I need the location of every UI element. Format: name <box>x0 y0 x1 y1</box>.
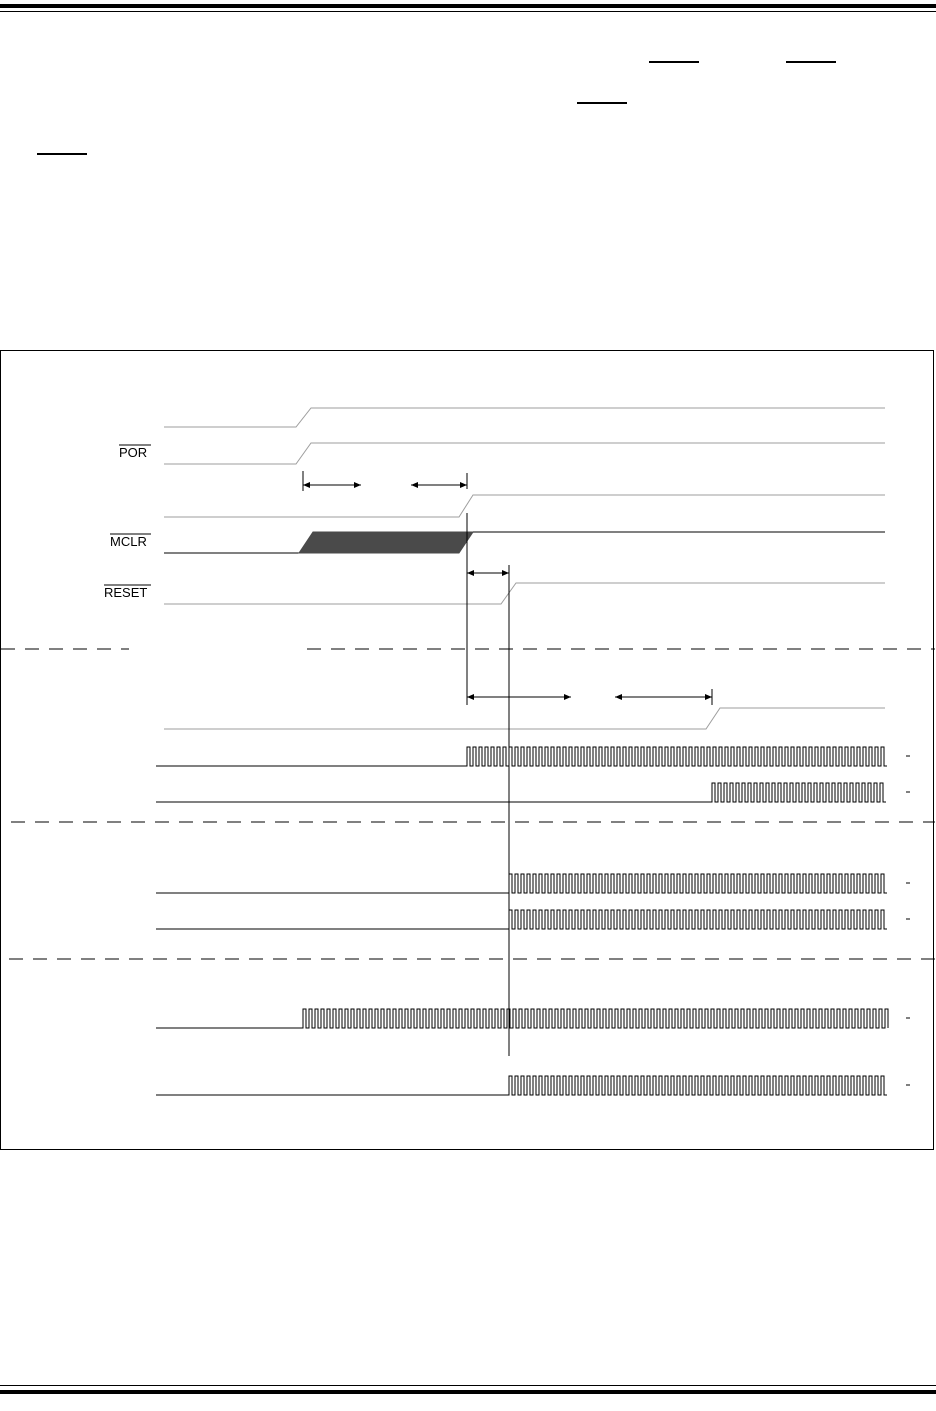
mclr-ramp <box>299 532 473 553</box>
clock-train-2 <box>156 783 886 802</box>
arrow-por-b-head-right <box>460 482 467 488</box>
arrow-por-b-head-left <box>411 482 418 488</box>
arrow-osc-b-head-left <box>615 694 622 700</box>
arrow-reset-delay-head-left <box>467 570 474 576</box>
timing-diagram-frame <box>0 350 934 1150</box>
text-overbar-2 <box>786 61 836 63</box>
por-waveform <box>164 443 885 464</box>
clock-train-4 <box>156 910 887 929</box>
arrow-osc-a-head-right <box>564 694 571 700</box>
arrow-osc-a-head-left <box>467 694 474 700</box>
arrow-reset-delay-head-right <box>502 570 509 576</box>
text-overbar-4 <box>37 153 87 155</box>
reset-label: RESET <box>104 585 148 600</box>
clock-train-3 <box>156 874 887 893</box>
footer-rule-thick <box>0 1390 936 1394</box>
clock-train-1 <box>156 747 887 766</box>
oscillator-ready-waveform <box>164 708 885 729</box>
timing-diagram <box>1 351 935 1151</box>
footer-rule-thin <box>0 1385 936 1386</box>
text-overbar-1 <box>649 61 699 63</box>
text-overbar-3 <box>577 102 627 104</box>
mclr-label: MCLR <box>110 534 147 549</box>
vdd-waveform <box>164 408 885 427</box>
clock-train-5 <box>156 1009 888 1028</box>
clock-train-6 <box>156 1076 887 1095</box>
header-rule-thick <box>0 4 936 8</box>
arrow-osc-b-head-right <box>705 694 712 700</box>
signal-label-mclr <box>110 534 151 549</box>
por-label: POR <box>119 445 148 460</box>
signal-label-por <box>119 445 151 460</box>
waveforms <box>1 408 935 1095</box>
header-rule-thin <box>0 11 936 12</box>
signal-label-reset <box>104 585 151 600</box>
arrow-por-a-head-right <box>354 482 361 488</box>
reset-waveform <box>164 583 885 604</box>
internal-por-waveform <box>164 495 885 517</box>
arrow-por-a-head-left <box>303 482 310 488</box>
